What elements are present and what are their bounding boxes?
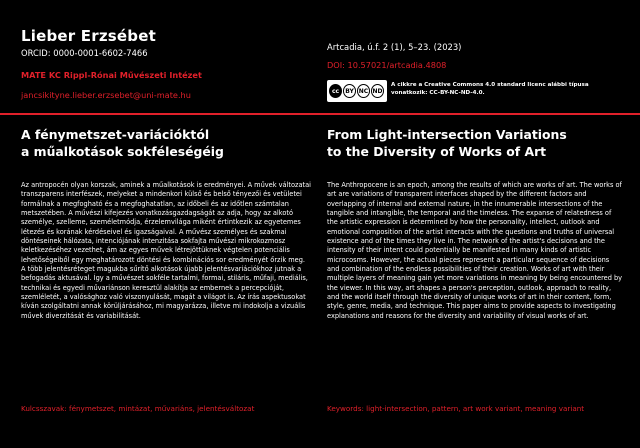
- noncommercial-icon: NC: [357, 84, 370, 98]
- english-title-line2: to the Diversity of Works of Art: [327, 144, 547, 159]
- institution: MATE KC Rippl-Rónai Művészeti Intézet: [21, 70, 202, 80]
- hungarian-title-line2: a műalkotások sokféleségéig: [21, 144, 224, 159]
- doi-link[interactable]: DOI: 10.57021/artcadia.4808: [327, 60, 447, 70]
- by-attribution-icon: BY: [343, 84, 356, 98]
- hungarian-title-line1: A fénymetszet-variációktól: [21, 127, 210, 142]
- english-abstract: The Anthropocene is an epoch, among the results of which are works of art. The works of art are variations of transparent interfaces shaped by the different factors and overlapping of internal and external nature, in the innumerable intersections of the tangible and intangible, the temporal and the timeless. The expanse of relatedness of the artistic expression is determined by how the personality, intellect, outlook and emotional composition of the artist interacts with the questions and truths of universal existence and of the times they live in. The network of the artist's decisions and the intensity of their intent could potentially be manifested in many kinds of artistic microcosms. However, the actual pieces represent a particular sequence of decisions and combination of the endless possibilities of their creation. Works of art with their multiple layers of meaning gain yet more variations in meaning by being encountered by the viewer. In this way, art shapes a person's perception, outlook, approach to reality, and the world itself through the diversity of unique works of art in their content, form, style, genre, media, and technique. This paper aims to provide aspects to investigating explanations and reasons for the diversity and variability of visual works of art.: [327, 181, 623, 320]
- english-keywords: Keywords: light-intersection, pattern, art work variant, meaning variant: [327, 404, 585, 413]
- orcid-id: ORCID: 0000-0001-6602-7466: [21, 48, 148, 58]
- red-divider: [0, 113, 640, 115]
- journal-citation: Artcadia, ú.f. 2 (1), 5–23. (2023): [327, 42, 462, 52]
- english-title-line1: From Light-intersection Variations: [327, 127, 567, 142]
- hungarian-keywords: Kulcsszavak: fénymetszet, mintázat, művariáns, jelentésváltozat: [21, 404, 255, 413]
- cc-icon: cc: [329, 84, 342, 98]
- noderivatives-icon: ND: [371, 84, 384, 98]
- author-name: Lieber Erzsébet: [21, 27, 156, 45]
- hungarian-title: [21, 126, 301, 160]
- cc-license-badge[interactable]: [327, 80, 387, 102]
- license-text: A cikkre a Creative Commons 4.0 standard licenc alábbi típusa vonatkozik: CC-BY-NC-ND-4.0.: [391, 82, 589, 96]
- author-email[interactable]: jancsikityne.lieber.erzsebet@uni-mate.hu: [21, 90, 191, 100]
- hungarian-abstract: Az antropocén olyan korszak, aminek a műalkotások is eredményei. A művek változatai transzparens interfészek, melyeket a mindenkori külső és belső tényezői és vetületei formálnak a megfogható és a megfoghatatlan, az időbeli és az időtlen számtalan metszetében. A művészi kifejezés vonatkozásgazdagságát az adja, hogy az alkotó személye, szelleme, személetmódja, érzelemvilága miként értintkezik az egyetemes létezés és korának kérdéseivel és igazságaival. A művész személyes és szakmai döntéseinek hálózata, intenciójának intenzitása sokfajta művészi mikrokozmosz keletkezéséhez vezethet, ám az egyes művek létrejöttüknek végtelen potenciális lehetőségeiből egy meghatározott döntési és kombinációs sor eredményét őrzik meg. A több jelentésréteget magukba sűrítő alkotások újabb jelentésvariációkhoz jutnak a befogadás aktusával. Így a művészet sokféle tartalmi, formai, stiláris, műfaji, mediális, technikai és egyedi művariánson keresztül alakítja az embernek a percepcióját, szemléletét, a valósághoz való viszonyulását, magát a világot is. Az írás aspektusokat kíván szolgáltatni annak körüljárásához, mi magyarázza, illetve mi indokolja a vizuális művek diverzitását és variabilitását.: [21, 181, 311, 320]
- english-title: [327, 126, 627, 160]
